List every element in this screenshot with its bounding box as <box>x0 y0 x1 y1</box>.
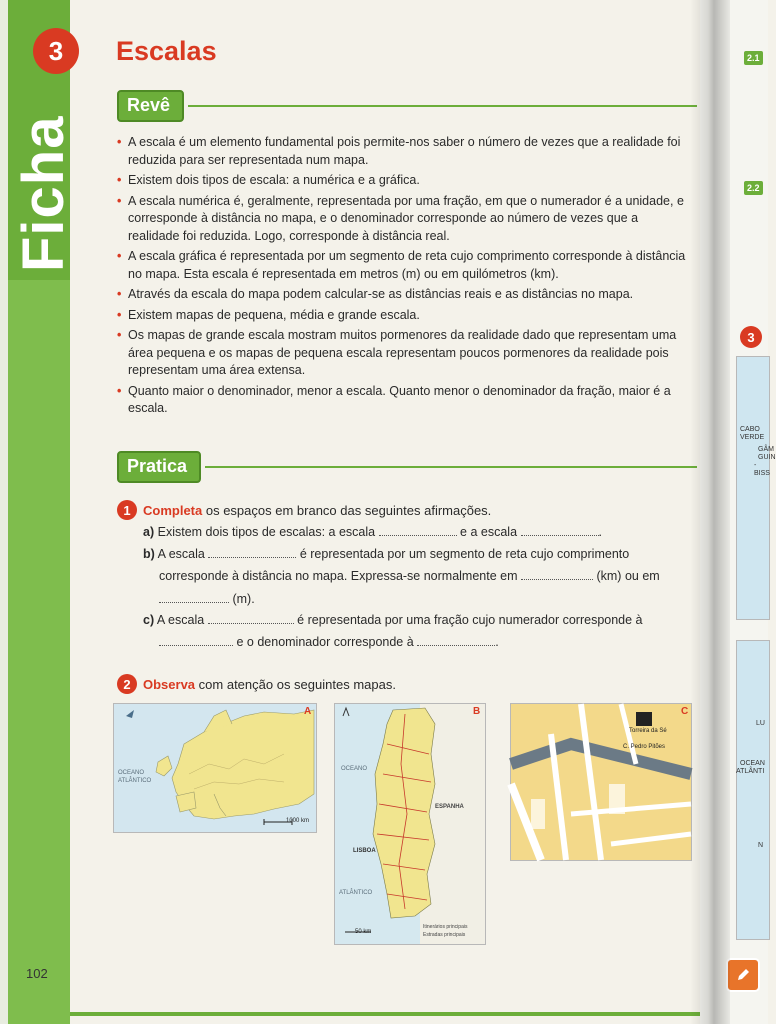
map-b-ocean-label2: ATLÂNTICO <box>339 890 373 896</box>
map-b-capital-label: LISBOA <box>353 848 376 854</box>
item-text: . <box>495 635 499 649</box>
item-text: e a escala <box>460 525 518 539</box>
exercise-b-line2 <box>159 565 689 587</box>
map-a-scale-label: 1000 km <box>286 818 310 824</box>
exercise-c-line2 <box>159 631 689 653</box>
pencil-icon <box>735 967 751 983</box>
sheet-number-badge: 3 <box>33 28 79 74</box>
bullet-item: • A escala é um elemento fundamental pois permite-nos saber o número de vezes que a realidade foi reduzida para ser representada num mapa. <box>117 134 691 169</box>
map-a-letter: A <box>304 706 312 717</box>
question-1-header <box>117 500 491 520</box>
pratica-section-header <box>117 451 697 483</box>
section-divider <box>205 466 697 468</box>
reve-bullet-list <box>117 134 691 421</box>
map-c-poi-label2: C. Pedro Pitões <box>623 744 666 750</box>
map-b-portugal <box>334 703 486 945</box>
map-b-country-label: ESPANHA <box>435 804 464 810</box>
map-b-letter: B <box>473 706 481 717</box>
adjacent-map-2 <box>736 640 770 940</box>
item-text: é representada por uma fração cujo numerador corresponde à <box>297 613 643 627</box>
answer-blank[interactable] <box>159 590 229 603</box>
europe-map-graphic <box>114 704 316 832</box>
item-text: corresponde à distância no mapa. Expressa-se normalmente em <box>159 569 518 583</box>
section-divider <box>188 105 697 107</box>
adjacent-map-label: N <box>758 842 764 849</box>
bullet-item: • A escala numérica é, geralmente, representada por uma fração, em que o numerador é a unidade, e corresponde à distância no mapa, e o denominador corresponde ao número de vezes que a realidade foi reduzida. Logo, corresponde à distância real. <box>117 193 691 246</box>
bullet-item: • A escala gráfica é representada por um segmento de reta cujo comprimento corresponde à distância no mapa. Esta escala é representada em metros (m) ou em quilómetros (km). <box>117 248 691 283</box>
item-text: Existem dois tipos de escalas: a escala <box>157 525 376 539</box>
page-title: Escalas <box>116 36 217 66</box>
question-2-header <box>117 674 396 694</box>
item-text: A escala <box>156 613 205 627</box>
map-a-ocean-label2: ATLÂNTICO <box>118 778 152 784</box>
page-number: 102 <box>26 966 48 981</box>
adjacent-tag-2 <box>744 178 763 196</box>
map-c-city-plan <box>510 703 692 861</box>
bullet-item: • Existem dois tipos de escala: a numérica e a gráfica. <box>117 172 691 190</box>
item-letter: b) <box>143 547 155 561</box>
map-b-legend-2: Estradas principais <box>423 932 466 938</box>
question-2-verb: Observa <box>143 676 196 692</box>
adjacent-tag-1 <box>744 48 763 66</box>
item-text: (km) ou em <box>596 569 660 583</box>
map-c-poi-label: Torreira da Sé <box>629 728 667 734</box>
bullet-item: • Quanto maior o denominador, menor a escala. Quanto menor o denominador da fração, maior é a escala. <box>117 383 691 418</box>
adjacent-badge: 3 <box>740 326 762 348</box>
exercise-b-line3 <box>159 588 359 610</box>
item-letter: a) <box>143 525 155 539</box>
answer-blank[interactable] <box>521 567 593 580</box>
question-1-number: 1 <box>117 500 137 520</box>
portugal-map-graphic <box>335 704 485 944</box>
map-a-europe <box>113 703 317 833</box>
exercise-b <box>143 543 683 565</box>
adjacent-map-label: -BISS <box>754 462 770 477</box>
bullet-item: • Existem mapas de pequena, média e grande escala. <box>117 307 691 325</box>
item-text: e o denominador corresponde à <box>236 635 414 649</box>
adjacent-map-label: ATLÂNTI <box>736 768 765 775</box>
adjacent-map-label: OCEAN <box>740 760 765 767</box>
question-2-number: 2 <box>117 674 137 694</box>
page-gutter-shadow <box>690 0 730 1024</box>
exercise-a <box>143 521 683 543</box>
adjacent-map-label: CABO <box>740 426 760 433</box>
answer-blank[interactable] <box>208 545 296 558</box>
footer-bar <box>70 1012 700 1016</box>
map-b-scale-label: 50 km <box>355 929 372 935</box>
item-text: A escala <box>157 547 205 561</box>
answer-blank[interactable] <box>159 633 233 646</box>
tag-label: 2.1 <box>744 51 763 65</box>
map-b-legend-1: Itinerários principais <box>423 924 468 930</box>
item-text: (m). <box>232 592 255 606</box>
answer-blank[interactable] <box>417 633 495 646</box>
sidebar-vertical-label: Ficha <box>11 115 76 272</box>
sidebar-lower-band <box>8 280 70 1024</box>
item-text: . <box>598 525 602 539</box>
question-1-verb: Completa <box>143 502 203 518</box>
answer-blank[interactable] <box>521 523 599 536</box>
bullet-item: • Através da escala do mapa podem calcular-se as distâncias reais e as distâncias no mapa. <box>117 286 691 304</box>
adjacent-map-label: GÂM <box>758 446 774 453</box>
pratica-label: Pratica <box>117 451 201 483</box>
answer-blank[interactable] <box>208 611 294 624</box>
reve-section-header <box>117 90 697 122</box>
tag-label: 2.2 <box>744 181 763 195</box>
map-b-ocean-label: OCEANO <box>341 766 368 772</box>
answer-blank[interactable] <box>379 523 457 536</box>
bullet-item: • Os mapas de grande escala mostram muitos pormenores da realidade dado que representam uma área pequena e os mapas de pequena escala representam poucos pormenores da realidade pois representam uma área extensa. <box>117 327 691 380</box>
question-2-text: com atenção os seguintes mapas. <box>198 676 396 692</box>
adjacent-map-label: GUIN <box>758 454 776 461</box>
item-text: é representada por um segmento de reta cujo comprimento <box>299 547 630 561</box>
adjacent-map-label: LU <box>756 720 765 727</box>
question-1-text: os espaços em branco das seguintes afirmações. <box>205 502 492 518</box>
sidebar-edge <box>0 0 8 1024</box>
edit-pencil-button[interactable] <box>726 958 760 992</box>
adjacent-map-1 <box>736 356 770 620</box>
reve-label: Revê <box>117 90 184 122</box>
item-letter: c) <box>143 613 155 627</box>
map-a-ocean-label: OCEANO <box>118 770 145 776</box>
exercise-c <box>143 609 683 631</box>
adjacent-map-label: VERDE <box>740 434 765 441</box>
map-c-letter: C <box>681 706 689 717</box>
